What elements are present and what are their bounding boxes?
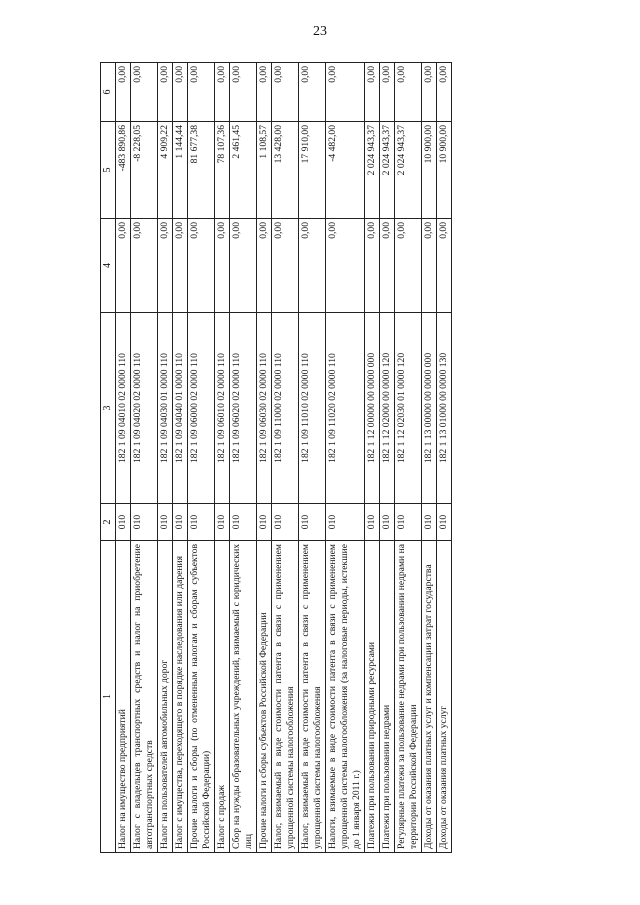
cell-col4: 0,00 — [365, 219, 380, 313]
cell-kbk: 182 1 09 04020 02 0000 110 — [131, 313, 158, 504]
cell-col4: 0,00 — [188, 219, 215, 313]
cell-col4: 0,00 — [158, 219, 173, 313]
cell-name: Доходы от оказания платных услуг и компенсации затрат государства — [422, 541, 437, 853]
header-cell: 3 — [101, 313, 116, 504]
cell-code: 010 — [116, 504, 131, 541]
cell-name: Налог, взимаемый в виде стоимости патента в связи с применением упрощенной системы налогообложения — [299, 541, 326, 853]
cell-kbk: 182 1 12 02030 01 0000 120 — [395, 313, 422, 504]
cell-col4: 0,00 — [437, 219, 452, 313]
cell-col4: 0,00 — [395, 219, 422, 313]
header-cell: 1 — [101, 541, 116, 853]
cell-code: 010 — [188, 504, 215, 541]
table-row — [299, 63, 326, 853]
table-row — [131, 63, 158, 853]
cell-kbk: 182 1 09 04040 01 0000 110 — [173, 313, 188, 504]
cell-code: 010 — [272, 504, 299, 541]
cell-col4: 0,00 — [257, 219, 272, 313]
header-cell: 2 — [101, 504, 116, 541]
cell-name: Прочие налоги и сборы (по отмененным налогам и сборам субъектов Российской Федерации) — [188, 541, 215, 853]
cell-name: Налог с имущества, переходящего в порядке наследования или дарения — [173, 541, 188, 853]
cell-name: Доходы от оказания платных услуг — [437, 541, 452, 853]
cell-col6: 0,00 — [299, 63, 326, 122]
cell-col6: 0,00 — [380, 63, 395, 122]
table-row — [230, 63, 257, 853]
cell-kbk: 182 1 09 06000 02 0000 110 — [188, 313, 215, 504]
cell-col6: 0,00 — [215, 63, 230, 122]
cell-name: Регулярные платежи за пользование недрами при пользовании недрами на территории Российской Федерации — [395, 541, 422, 853]
cell-code: 010 — [422, 504, 437, 541]
cell-col4: 0,00 — [230, 219, 257, 313]
cell-code: 010 — [230, 504, 257, 541]
cell-name: Налог на пользователей автомобильных дорог — [158, 541, 173, 853]
cell-col5: -8 228,05 — [131, 122, 158, 219]
cell-code: 010 — [299, 504, 326, 541]
cell-col5: 13 428,00 — [272, 122, 299, 219]
cell-code: 010 — [395, 504, 422, 541]
rotated-table-container — [100, 63, 610, 853]
cell-name: Платежи при пользовании недрами — [380, 541, 395, 853]
cell-kbk: 182 1 09 11000 02 0000 110 — [272, 313, 299, 504]
cell-col5: 2 024 943,37 — [380, 122, 395, 219]
cell-col5: -4 482,00 — [326, 122, 365, 219]
cell-col6: 0,00 — [272, 63, 299, 122]
cell-col5: 10 900,00 — [437, 122, 452, 219]
header-cell: 4 — [101, 219, 116, 313]
table-row — [215, 63, 230, 853]
cell-kbk: 182 1 09 06030 02 0000 110 — [257, 313, 272, 504]
cell-col6: 0,00 — [257, 63, 272, 122]
cell-code: 010 — [365, 504, 380, 541]
cell-kbk: 182 1 09 06010 02 0000 110 — [215, 313, 230, 504]
cell-col6: 0,00 — [230, 63, 257, 122]
cell-col6: 0,00 — [422, 63, 437, 122]
cell-col6: 0,00 — [158, 63, 173, 122]
cell-col4: 0,00 — [299, 219, 326, 313]
cell-col6: 0,00 — [395, 63, 422, 122]
cell-kbk: 182 1 12 00000 00 0000 000 — [365, 313, 380, 504]
cell-col6: 0,00 — [437, 63, 452, 122]
cell-kbk: 182 1 09 11020 02 0000 110 — [326, 313, 365, 504]
cell-code: 010 — [131, 504, 158, 541]
cell-kbk: 182 1 09 06020 02 0000 110 — [230, 313, 257, 504]
cell-col4: 0,00 — [326, 219, 365, 313]
cell-name: Налог на имущество предприятий — [116, 541, 131, 853]
cell-col5: 17 910,00 — [299, 122, 326, 219]
table-row — [395, 63, 422, 853]
cell-col5: 2 461,45 — [230, 122, 257, 219]
cell-col5: 2 024 943,37 — [365, 122, 380, 219]
table-row — [158, 63, 173, 853]
table-row — [188, 63, 215, 853]
cell-name: Налог с продаж — [215, 541, 230, 853]
cell-col6: 0,00 — [188, 63, 215, 122]
cell-col4: 0,00 — [272, 219, 299, 313]
cell-code: 010 — [380, 504, 395, 541]
cell-code: 010 — [326, 504, 365, 541]
cell-col5: 78 107,36 — [215, 122, 230, 219]
cell-col5: 4 909,22 — [158, 122, 173, 219]
cell-name: Сбор на нужды образовательных учреждений, взимаемый с юридических лиц — [230, 541, 257, 853]
cell-col4: 0,00 — [116, 219, 131, 313]
header-cell: 6 — [101, 63, 116, 122]
table-row — [422, 63, 437, 853]
table-row — [272, 63, 299, 853]
cell-col6: 0,00 — [365, 63, 380, 122]
cell-col6: 0,00 — [326, 63, 365, 122]
cell-col6: 0,00 — [116, 63, 131, 122]
cell-kbk: 182 1 12 02000 00 0000 120 — [380, 313, 395, 504]
cell-col5: 10 900,00 — [422, 122, 437, 219]
table-row — [257, 63, 272, 853]
cell-kbk: 182 1 09 04030 01 0000 110 — [158, 313, 173, 504]
cell-col6: 0,00 — [131, 63, 158, 122]
cell-kbk: 182 1 09 04010 02 0000 110 — [116, 313, 131, 504]
cell-col5: 81 677,38 — [188, 122, 215, 219]
page-number: 23 — [313, 24, 327, 39]
table-row — [326, 63, 365, 853]
table-row — [116, 63, 131, 853]
cell-col4: 0,00 — [215, 219, 230, 313]
cell-col5: 2 024 943,37 — [395, 122, 422, 219]
cell-name: Налог, взимаемый в виде стоимости патента в связи с применением упрощенной системы налогообложения — [272, 541, 299, 853]
cell-col5: -483 890,86 — [116, 122, 131, 219]
cell-kbk: 182 1 13 00000 00 0000 000 — [422, 313, 437, 504]
header-cell: 5 — [101, 122, 116, 219]
cell-kbk: 182 1 13 01000 00 0000 130 — [437, 313, 452, 504]
cell-code: 010 — [437, 504, 452, 541]
cell-kbk: 182 1 09 11010 02 0000 110 — [299, 313, 326, 504]
cell-code: 010 — [173, 504, 188, 541]
cell-col4: 0,00 — [131, 219, 158, 313]
cell-col4: 0,00 — [422, 219, 437, 313]
cell-col4: 0,00 — [173, 219, 188, 313]
cell-col4: 0,00 — [380, 219, 395, 313]
table-row — [365, 63, 380, 853]
cell-name: Налог с владельцев транспортных средств и налог на приобретение автотранспортных средств — [131, 541, 158, 853]
cell-name: Прочие налоги и сборы субъектов Российской Федерации — [257, 541, 272, 853]
table-row — [380, 63, 395, 853]
cell-name: Налоги, взимаемые в виде стоимости патента в связи с применением упрощенной системы налогообложения (за налоговые периоды, истекшие до 1 января 2011 г.) — [326, 541, 365, 853]
cell-code: 010 — [257, 504, 272, 541]
table-row — [173, 63, 188, 853]
revenue-table — [100, 62, 452, 853]
cell-col5: 1 108,57 — [257, 122, 272, 219]
cell-code: 010 — [215, 504, 230, 541]
cell-name: Платежи при пользовании природными ресурсами — [365, 541, 380, 853]
cell-col5: 1 144,44 — [173, 122, 188, 219]
column-number-row — [101, 63, 116, 853]
cell-col6: 0,00 — [173, 63, 188, 122]
cell-code: 010 — [158, 504, 173, 541]
table-row — [437, 63, 452, 853]
